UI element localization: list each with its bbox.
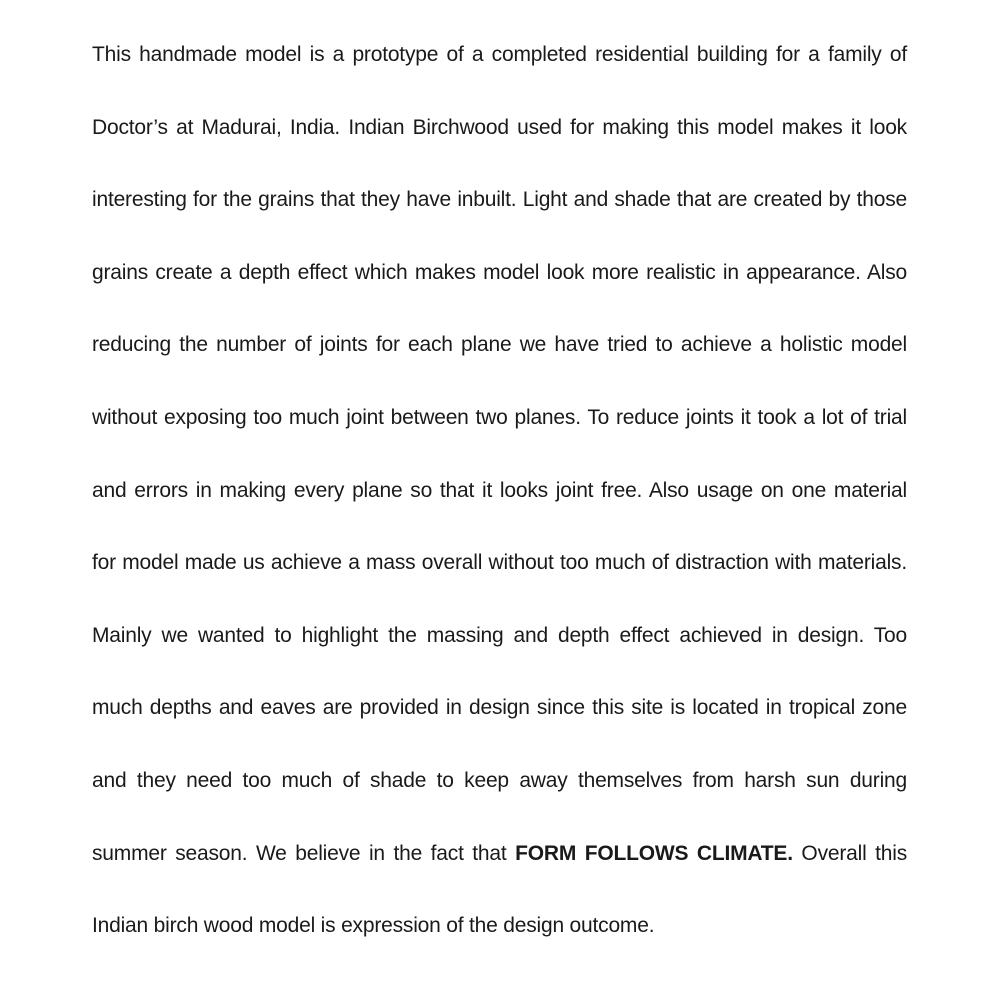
- paragraph-line-5: reducing the number of joints for each plane we have tried to achieve a holistic model: [92, 333, 907, 357]
- paragraph-line-12: [92, 836, 907, 909]
- paragraph-line-8: for model made us achieve a mass overall without too much of distraction with materials.: [92, 551, 907, 575]
- paragraph-line-11: and they need too much of shade to keep away themselves from harsh sun during: [92, 768, 907, 792]
- form-follows-climate-emphasis: FORM FOLLOWS CLIMATE.: [515, 841, 793, 865]
- paragraph-line-2: Doctor’s at Madurai, India. Indian Birchwood used for making this model makes it look: [92, 115, 907, 139]
- body-paragraph: [92, 37, 907, 981]
- paragraph-line-6: without exposing too much joint between two planes. To reduce joints it took a lot of trial: [92, 405, 907, 429]
- paragraph-line-3: interesting for the grains that they have inbuilt. Light and shade that are created by those: [92, 188, 907, 212]
- paragraph-line-4: grains create a depth effect which makes model look more realistic in appearance. Also: [92, 260, 907, 284]
- paragraph-line-7: and errors in making every plane so that it looks joint free. Also usage on one material: [92, 478, 907, 502]
- paragraph-line-13: Indian birch wood model is expression of the design outcome.: [92, 914, 655, 938]
- line-12-text-end: Overall this: [792, 841, 908, 865]
- paragraph-line-10: much depths and eaves are provided in design since this site is located in tropical zone: [92, 696, 907, 720]
- paragraph-line-9: Mainly we wanted to highlight the massing and depth effect achieved in design. Too: [92, 623, 907, 647]
- line-12-text-start: summer season. We believe in the fact that: [92, 841, 516, 865]
- paragraph-line-1: This handmade model is a prototype of a completed residential building for a family of: [92, 43, 907, 66]
